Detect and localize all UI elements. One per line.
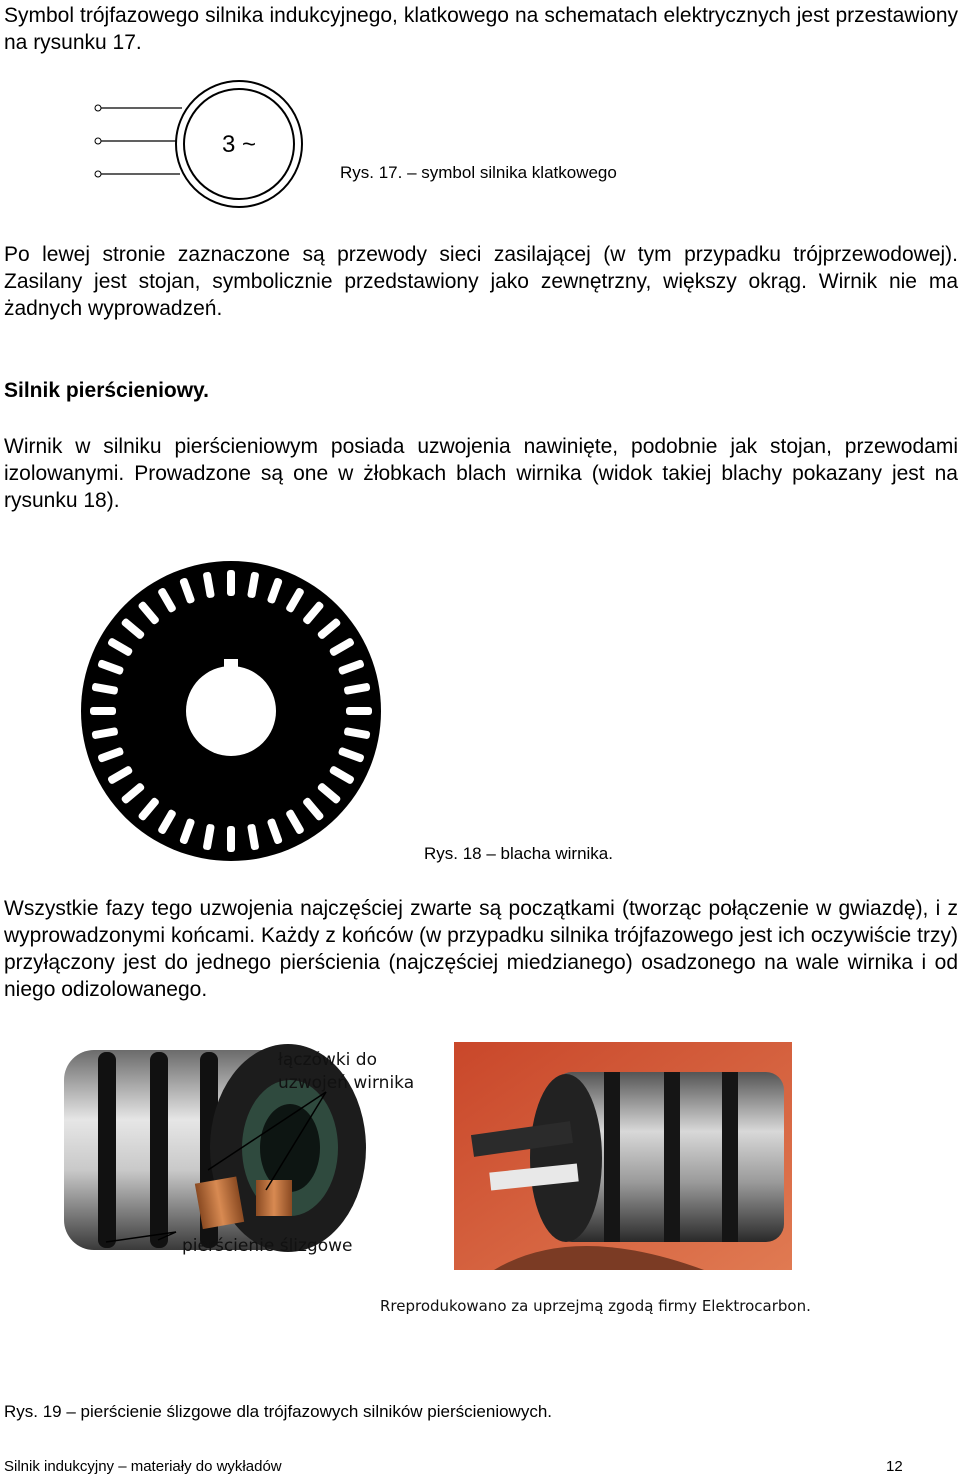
paragraph-ring-rotor: Wirnik w silniku pierścieniowym posiada uzwojenia nawinięte, podobnie jak stojan, przewodami izolowanymi. Prowadzone są one w żłobkach blach wirnika (widok takiej blachy pokazany jest na rysunku 18).	[4, 435, 958, 512]
terminal-1	[95, 105, 101, 111]
paragraph-intro: Symbol trójfazowego silnika indukcyjnego, klatkowego na schematach elektrycznych jest przestawiony na rysunku 17.	[4, 4, 958, 54]
keyway	[224, 659, 238, 671]
rotor-slot	[90, 707, 116, 715]
paragraph-description: Po lewej stronie zaznaczone są przewody sieci zasilającej (w tym przypadku trójprzewodowej). Zasilany jest stojan, symbolicznie przedstawiony jako zewnętrzny, większy okrąg. Wirnik nie ma żadnych wyprowadzeń.	[4, 243, 958, 320]
rotor-slot	[227, 570, 235, 596]
figure-17-caption: Rys. 17. – symbol silnika klatkowego	[340, 163, 617, 182]
footer-title: Silnik indukcyjny – materiały do wykładów	[4, 1458, 282, 1475]
label-slip-rings: pierścienie ślizgowe	[182, 1236, 353, 1256]
terminal-3	[95, 171, 101, 177]
shaft-hole	[186, 666, 276, 756]
paragraph-slip-rings: Wszystkie fazy tego uzwojenia najczęściej zwarte są początkami (tworząc połączenie w gwiazdę), i z wyprowadzonymi końcami. Każdy z końców (w przypadku silnika trójfazowego jest ich oczywiście trzy) przyłączony jest do jednego pierścienia (najczęściej miedzianego) osadzonego na wale wirnika i od niego odizolowanego.	[4, 897, 958, 1001]
section-heading: Silnik pierścieniowy.	[4, 379, 210, 402]
slip-ring-photo-left	[58, 1030, 468, 1270]
slip-ring-photo-right	[454, 1042, 792, 1270]
terminal-2	[95, 138, 101, 144]
rotor-lamination-image	[78, 558, 384, 864]
page-number: 12	[886, 1458, 903, 1475]
rotor-slot	[227, 826, 235, 852]
symbol-text: 3 ~	[221, 131, 257, 158]
rotor-slot	[346, 707, 372, 715]
figure-18-caption: Rys. 18 – blacha wirnika.	[424, 844, 613, 863]
label-connectors-line1: łączówki do	[278, 1050, 377, 1070]
photo-credit: Rreprodukowano za uprzejmą zgodą firmy Elektrocarbon.	[380, 1297, 811, 1315]
label-connectors-line2: uzwojeń wirnika	[278, 1073, 415, 1093]
motor-symbol-diagram	[88, 78, 308, 210]
figure-19-caption: Rys. 19 – pierścienie ślizgowe dla trójfazowych silników pierścieniowych.	[4, 1402, 553, 1421]
